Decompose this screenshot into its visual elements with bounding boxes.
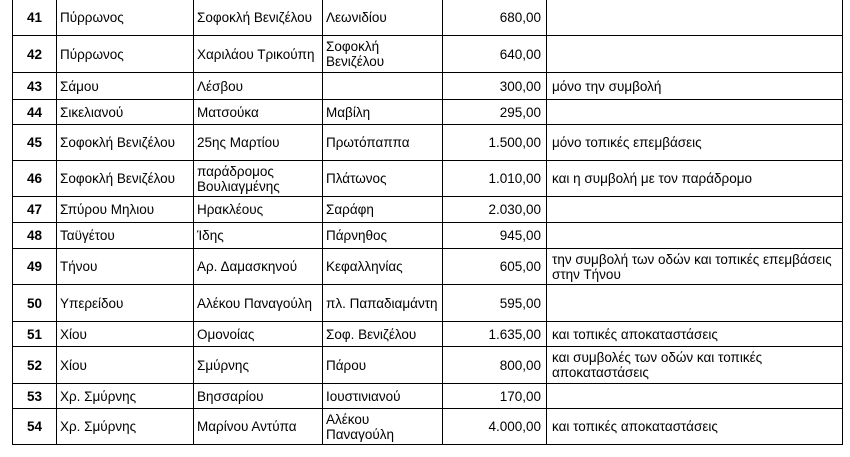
to-street: Ιουστινιανού bbox=[323, 384, 443, 409]
note-text: μόνο την συμβολή bbox=[547, 73, 843, 100]
table-row bbox=[13, 0, 843, 36]
table-row bbox=[13, 100, 843, 125]
row-number: 52 bbox=[13, 347, 57, 384]
row-number: 53 bbox=[13, 384, 57, 409]
note-text: και τοπικές αποκαταστάσεις bbox=[547, 322, 843, 347]
note-text bbox=[547, 285, 843, 322]
to-street: Σαράφη bbox=[323, 197, 443, 223]
to-street: Κεφαλληνίας bbox=[323, 249, 443, 285]
table-row bbox=[13, 125, 843, 161]
street-name: Χίου bbox=[57, 347, 194, 384]
length-value: 595,00 bbox=[443, 285, 547, 322]
table-row bbox=[13, 36, 843, 73]
note-text bbox=[547, 100, 843, 125]
from-street: Αλέκου Παναγούλη bbox=[194, 285, 323, 322]
row-number: 45 bbox=[13, 125, 57, 161]
roads-table bbox=[12, 0, 843, 445]
to-street: πλ. Παπαδιαμάντη bbox=[323, 285, 443, 322]
from-street: Σοφοκλή Βενιζέλου bbox=[194, 0, 323, 36]
from-street: Χαριλάου Τρικούπη bbox=[194, 36, 323, 73]
street-name: Τήνου bbox=[57, 249, 194, 285]
to-street: Σοφοκλή Βενιζέλου bbox=[323, 36, 443, 73]
to-street: Πρωτόπαππα bbox=[323, 125, 443, 161]
length-value: 945,00 bbox=[443, 223, 547, 249]
length-value: 1.010,00 bbox=[443, 161, 547, 197]
from-street: Ματσούκα bbox=[194, 100, 323, 125]
from-street: Λέσβου bbox=[194, 73, 323, 100]
street-name: Ταϋγέτου bbox=[57, 223, 194, 249]
from-street: Ηρακλέους bbox=[194, 197, 323, 223]
row-number: 47 bbox=[13, 197, 57, 223]
table-row bbox=[13, 347, 843, 384]
from-street: 25ης Μαρτίου bbox=[194, 125, 323, 161]
table-row bbox=[13, 322, 843, 347]
from-street: Βησσαρίου bbox=[194, 384, 323, 409]
table-row bbox=[13, 223, 843, 249]
street-name: Σικελιανού bbox=[57, 100, 194, 125]
length-value: 605,00 bbox=[443, 249, 547, 285]
street-name: Χρ. Σμύρνης bbox=[57, 384, 194, 409]
row-number: 51 bbox=[13, 322, 57, 347]
table-row bbox=[13, 73, 843, 100]
from-street: Αρ. Δαμασκηνού bbox=[194, 249, 323, 285]
roads-table-body bbox=[13, 0, 843, 445]
row-number: 41 bbox=[13, 0, 57, 36]
row-number: 48 bbox=[13, 223, 57, 249]
note-text: και τοπικές αποκαταστάσεις bbox=[547, 409, 843, 445]
to-street: Μαβίλη bbox=[323, 100, 443, 125]
from-street: Ίδης bbox=[194, 223, 323, 249]
note-text bbox=[547, 36, 843, 73]
note-text bbox=[547, 197, 843, 223]
to-street bbox=[323, 73, 443, 100]
row-number: 49 bbox=[13, 249, 57, 285]
from-street: Ομονοίας bbox=[194, 322, 323, 347]
length-value: 2.030,00 bbox=[443, 197, 547, 223]
row-number: 54 bbox=[13, 409, 57, 445]
street-name: Χίου bbox=[57, 322, 194, 347]
table-row bbox=[13, 409, 843, 445]
length-value: 295,00 bbox=[443, 100, 547, 125]
table-row bbox=[13, 197, 843, 223]
table-row bbox=[13, 384, 843, 409]
to-street: Σοφ. Βενιζέλου bbox=[323, 322, 443, 347]
row-number: 50 bbox=[13, 285, 57, 322]
street-name: Σοφοκλή Βενιζέλου bbox=[57, 161, 194, 197]
street-name: Σπύρου Μηλιου bbox=[57, 197, 194, 223]
street-name: Πύρρωνος bbox=[57, 36, 194, 73]
length-value: 1.635,00 bbox=[443, 322, 547, 347]
to-street: Λεωνιδίου bbox=[323, 0, 443, 36]
street-name: Πύρρωνος bbox=[57, 0, 194, 36]
row-number: 46 bbox=[13, 161, 57, 197]
note-text: και συμβολές των οδών και τοπικές αποκαταστάσεις bbox=[547, 347, 843, 384]
note-text: και η συμβολή με τον παράδρομο bbox=[547, 161, 843, 197]
street-name: Χρ. Σμύρνης bbox=[57, 409, 194, 445]
length-value: 170,00 bbox=[443, 384, 547, 409]
table-row bbox=[13, 249, 843, 285]
note-text: μόνο τοπικές επεμβάσεις bbox=[547, 125, 843, 161]
length-value: 300,00 bbox=[443, 73, 547, 100]
note-text bbox=[547, 0, 843, 36]
row-number: 43 bbox=[13, 73, 57, 100]
length-value: 4.000,00 bbox=[443, 409, 547, 445]
length-value: 640,00 bbox=[443, 36, 547, 73]
note-text: την συμβολή των οδών και τοπικές επεμβάσεις στην Τήνου bbox=[547, 249, 843, 285]
length-value: 800,00 bbox=[443, 347, 547, 384]
to-street: Πάρνηθος bbox=[323, 223, 443, 249]
from-street: παράδρομος Βουλιαγμένης bbox=[194, 161, 323, 197]
to-street: Πλάτωνος bbox=[323, 161, 443, 197]
row-number: 44 bbox=[13, 100, 57, 125]
from-street: Σμύρνης bbox=[194, 347, 323, 384]
length-value: 1.500,00 bbox=[443, 125, 547, 161]
street-name: Υπερείδου bbox=[57, 285, 194, 322]
street-name: Σοφοκλή Βενιζέλου bbox=[57, 125, 194, 161]
to-street: Πάρου bbox=[323, 347, 443, 384]
note-text bbox=[547, 223, 843, 249]
table-row bbox=[13, 161, 843, 197]
street-name: Σάμου bbox=[57, 73, 194, 100]
from-street: Μαρίνου Αντύπα bbox=[194, 409, 323, 445]
to-street: Αλέκου Παναγούλη bbox=[323, 409, 443, 445]
table-row bbox=[13, 285, 843, 322]
note-text bbox=[547, 384, 843, 409]
length-value: 680,00 bbox=[443, 0, 547, 36]
row-number: 42 bbox=[13, 36, 57, 73]
